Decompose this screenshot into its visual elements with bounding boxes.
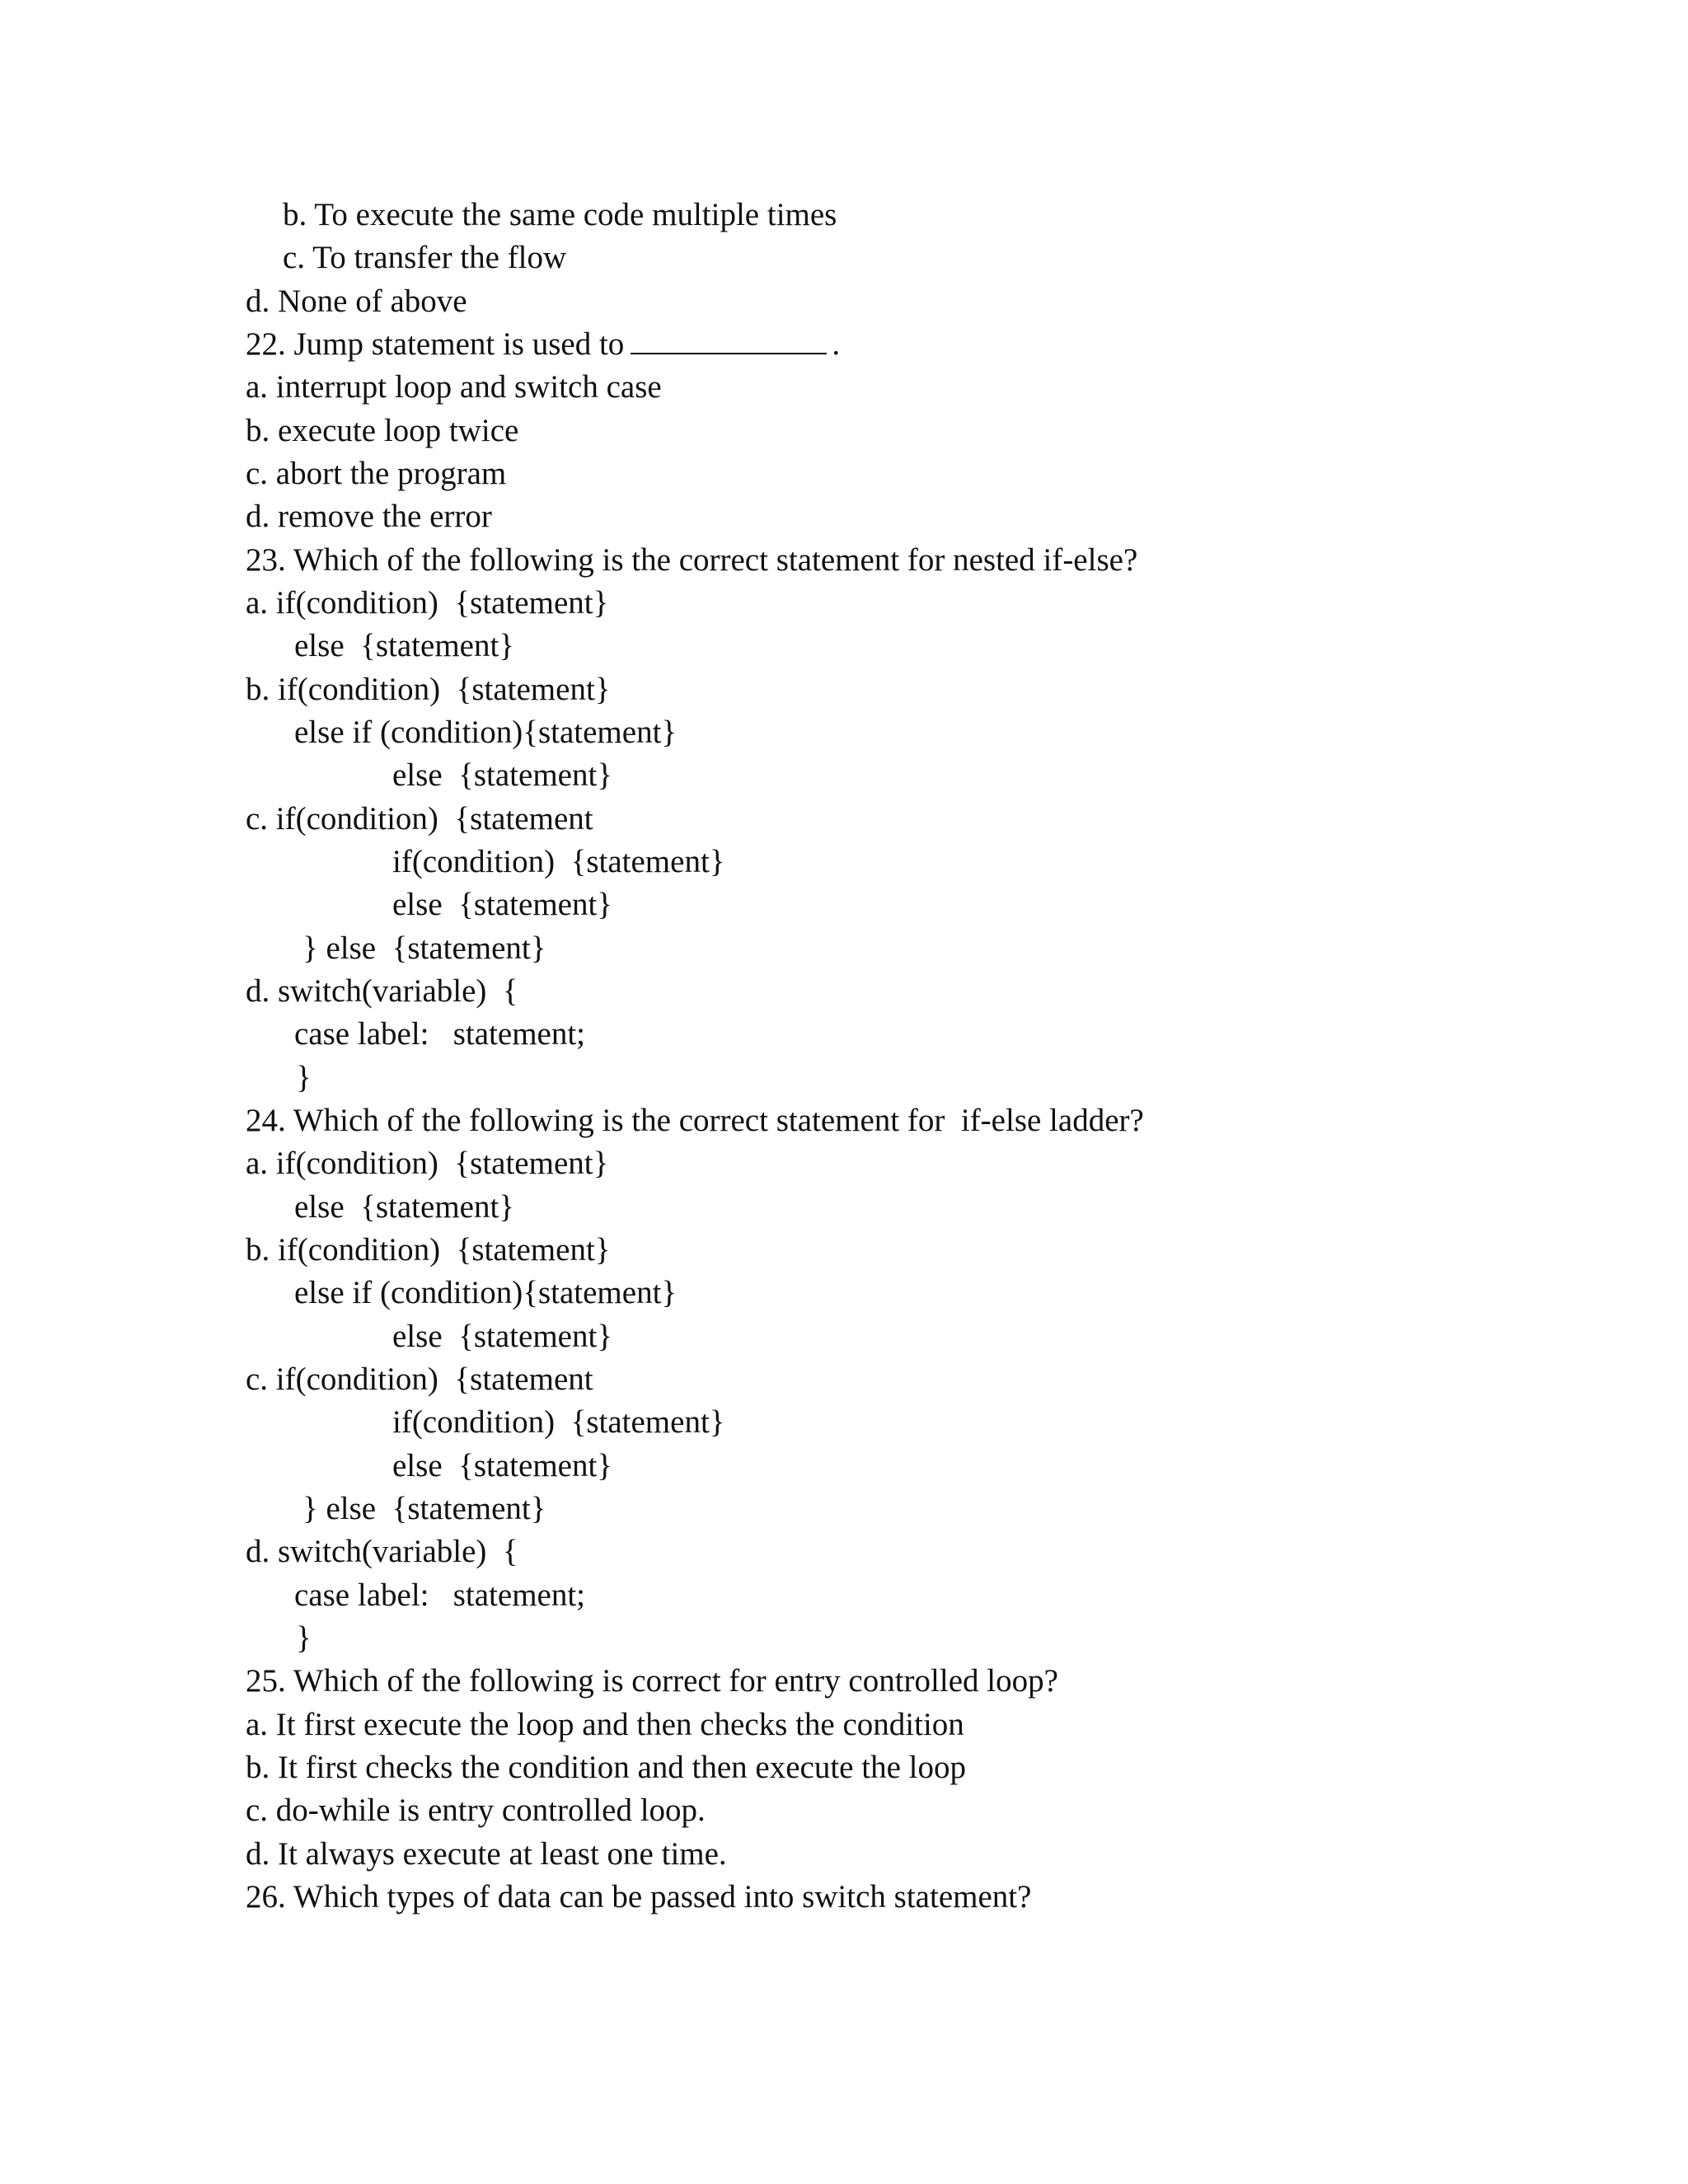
q22-stem: [246, 322, 840, 366]
q25-option-d: d. It always execute at least one time.: [246, 1836, 727, 1872]
q24-option-b-line3: else {statement}: [392, 1319, 613, 1354]
q25-option-c: c. do-while is entry controlled loop.: [246, 1793, 706, 1828]
q21-option-b: b. To execute the same code multiple times: [283, 197, 837, 232]
q24-option-d-line2: case label: statement;: [294, 1577, 586, 1613]
q25-option-a: a. It first execute the loop and then checks the condition: [246, 1707, 964, 1742]
q23-option-d-line2: case label: statement;: [294, 1016, 586, 1052]
q23-option-d-line3: }: [296, 1060, 312, 1095]
q22-stem-end: .: [832, 326, 841, 362]
q23-option-b-line3: else {statement}: [392, 757, 613, 793]
answer-blank: [631, 328, 827, 354]
q24-option-c-line2: if(condition) {statement}: [392, 1404, 725, 1440]
q22-option-c: c. abort the program: [246, 456, 507, 491]
q22-option-b: b. execute loop twice: [246, 413, 519, 448]
q23-option-a-line1: a. if(condition) {statement}: [246, 585, 609, 621]
q24-option-a-line1: a. if(condition) {statement}: [246, 1146, 609, 1181]
q24-option-c-line1: c. if(condition) {statement: [246, 1361, 593, 1397]
q22-option-d: d. remove the error: [246, 499, 492, 534]
q24-option-a-line2: else {statement}: [294, 1189, 515, 1225]
q21-option-c: c. To transfer the flow: [283, 240, 567, 275]
q22-stem-text: 22. Jump statement is used to: [246, 326, 625, 362]
q23-option-a-line2: else {statement}: [294, 628, 515, 663]
q23-option-d-line1: d. switch(variable) {: [246, 973, 518, 1009]
q23-option-b-line2: else if (condition){statement}: [294, 715, 678, 750]
q24-option-d-line3: }: [296, 1620, 312, 1656]
q23-option-c-line3: else {statement}: [392, 887, 613, 922]
q24-option-b-line1: b. if(condition) {statement}: [246, 1232, 611, 1268]
q23-option-c-line2: if(condition) {statement}: [392, 844, 725, 879]
q23-stem: 23. Which of the following is the correct statement for nested if-else?: [246, 542, 1138, 578]
q25-stem: 25. Which of the following is correct for entry controlled loop?: [246, 1663, 1058, 1699]
q24-option-c-line4: } else {statement}: [302, 1491, 546, 1526]
q26-stem: 26. Which types of data can be passed into switch statement?: [246, 1879, 1032, 1915]
q24-option-c-line3: else {statement}: [392, 1448, 613, 1483]
q24-option-b-line2: else if (condition){statement}: [294, 1275, 678, 1310]
q24-stem: 24. Which of the following is the correct statement for if-else ladder?: [246, 1103, 1144, 1138]
q22-option-a: a. interrupt loop and switch case: [246, 369, 662, 405]
q23-option-c-line1: c. if(condition) {statement: [246, 801, 593, 837]
q25-option-b: b. It first checks the condition and then execute the loop: [246, 1750, 966, 1785]
q24-option-d-line1: d. switch(variable) {: [246, 1534, 518, 1569]
q23-option-c-line4: } else {statement}: [302, 930, 546, 966]
q21-option-d: d. None of above: [246, 284, 467, 319]
q23-option-b-line1: b. if(condition) {statement}: [246, 672, 611, 707]
